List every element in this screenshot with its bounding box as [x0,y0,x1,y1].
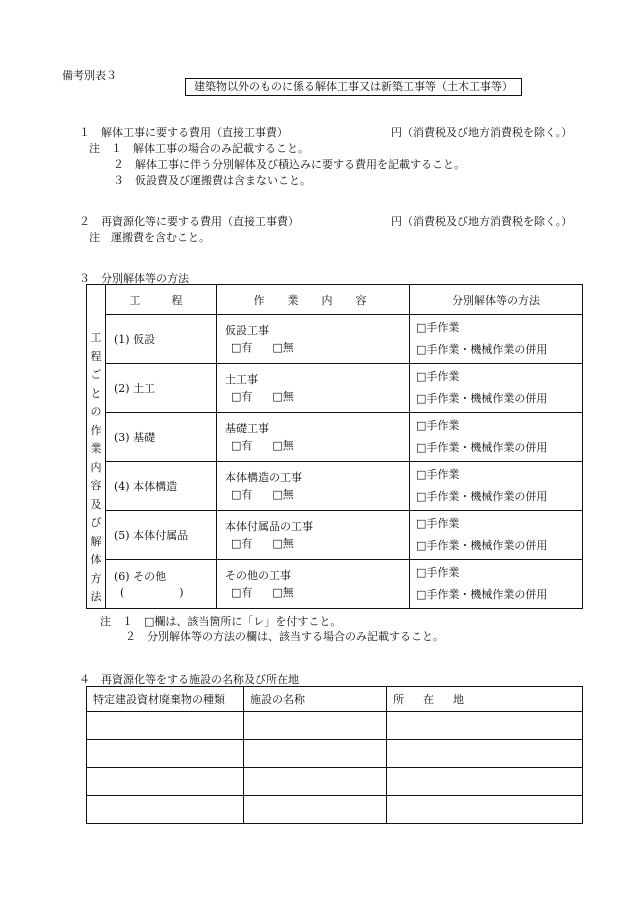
waste-type-cell[interactable] [87,740,244,768]
method-cell [410,511,583,560]
manual-checkbox[interactable]: □手作業 [416,517,460,530]
step-cell: (3) 基礎 [106,413,217,462]
manual-checkbox[interactable]: □手作業 [416,370,460,383]
yes-checkbox[interactable]: □有 [231,341,253,354]
column-header-facility-name: 施設の名称 [244,687,387,712]
waste-type-cell[interactable] [87,768,244,796]
work-cell [217,560,410,609]
table-row [87,796,583,824]
method-cell [410,364,583,413]
location-cell[interactable] [387,796,583,824]
table-row [87,768,583,796]
location-cell[interactable] [387,712,583,740]
column-header-work: 作 業 内 容 [217,285,410,315]
combined-checkbox[interactable]: □手作業・機械作業の併用 [416,588,548,601]
section3-note-1: 注 １ □欄は、該当箇所に「レ」を付すこと。 [100,615,342,628]
table-row [87,315,583,364]
section1-heading: １ 解体工事に要する費用（直接工事費） [79,126,288,139]
combined-checkbox[interactable]: □手作業・機械作業の併用 [416,343,548,356]
yes-checkbox[interactable]: □有 [231,586,253,599]
work-label: 仮設工事 [225,324,269,337]
no-checkbox[interactable]: □無 [272,586,294,599]
step-cell [106,560,217,609]
method-cell [410,413,583,462]
section3-note-2: ２ 分別解体等の方法の欄は、該当する場合のみ記載すること。 [125,630,444,643]
work-label: 土工事 [225,373,258,386]
section1-unit: 円（消費税及び地方消費税を除く。） [391,126,573,139]
facility-name-cell[interactable] [244,740,387,768]
no-checkbox[interactable]: □無 [272,537,294,550]
table-row [87,560,583,609]
combined-checkbox[interactable]: □手作業・機械作業の併用 [416,441,548,454]
yes-checkbox[interactable]: □有 [231,537,253,550]
table-row [87,413,583,462]
no-checkbox[interactable]: □無 [272,390,294,403]
section2-unit: 円（消費税及び地方消費税を除く。） [391,215,573,228]
location-cell[interactable] [387,768,583,796]
other-specify-field[interactable]: ( ) [120,586,184,599]
step-cell: (5) 本体付属品 [106,511,217,560]
column-header-waste-type: 特定建設資材廃棄物の種類 [87,687,244,712]
section4-heading: ４ 再資源化等をする施設の名称及び所在地 [79,673,299,686]
combined-checkbox[interactable]: □手作業・機械作業の併用 [416,392,548,405]
manual-checkbox[interactable]: □手作業 [416,419,460,432]
form-title: 建築物以外のものに係る解体工事又は新築工事等（土木工事等） [185,78,522,96]
step-cell: (4) 本体構造 [106,462,217,511]
no-checkbox[interactable]: □無 [272,488,294,501]
section1-note-3: ３ 仮設費及び運搬費は含まないこと。 [113,174,311,187]
recycling-facility-table [86,686,583,824]
yes-checkbox[interactable]: □有 [231,488,253,501]
method-cell [410,462,583,511]
section3-heading: ３ 分別解体等の方法 [79,272,189,285]
table-number: 備考別表３ [62,69,117,82]
table-row [87,712,583,740]
section1-note-2: ２ 解体工事に伴う分別解体及び積込みに要する費用を記載すること。 [113,158,465,171]
waste-type-cell[interactable] [87,712,244,740]
work-label: 本体構造の工事 [225,471,302,484]
facility-name-cell[interactable] [244,796,387,824]
section2-note: 注 運搬費を含むこと。 [89,231,210,244]
method-cell [410,315,583,364]
work-cell [217,511,410,560]
table-row [87,364,583,413]
combined-checkbox[interactable]: □手作業・機械作業の併用 [416,490,548,503]
work-label: 基礎工事 [225,422,269,435]
step-cell: (1) 仮設 [106,315,217,364]
work-cell [217,364,410,413]
location-cell[interactable] [387,740,583,768]
step-cell: (2) 土工 [106,364,217,413]
manual-checkbox[interactable]: □手作業 [416,468,460,481]
section2-heading: ２ 再資源化等に要する費用（直接工事費） [79,215,299,228]
table-row [87,511,583,560]
manual-checkbox[interactable]: □手作業 [416,566,460,579]
waste-type-cell[interactable] [87,796,244,824]
work-label: その他の工事 [225,569,291,582]
facility-name-cell[interactable] [244,712,387,740]
manual-checkbox[interactable]: □手作業 [416,321,460,334]
table-row [87,462,583,511]
table-row [87,740,583,768]
section1-note-1: 注 １ 解体工事の場合のみ記載すること。 [89,142,309,155]
column-header-location: 所 在 地 [387,687,583,712]
work-cell [217,315,410,364]
work-cell [217,462,410,511]
column-header-step: 工 程 [106,285,217,315]
separation-method-table [86,284,583,609]
work-cell [217,413,410,462]
no-checkbox[interactable]: □無 [272,439,294,452]
no-checkbox[interactable]: □無 [272,341,294,354]
work-label: 本体付属品の工事 [225,520,313,533]
yes-checkbox[interactable]: □有 [231,439,253,452]
column-header-method: 分別解体等の方法 [410,285,583,315]
yes-checkbox[interactable]: □有 [231,390,253,403]
combined-checkbox[interactable]: □手作業・機械作業の併用 [416,539,548,552]
facility-name-cell[interactable] [244,768,387,796]
step-label: (6) その他 [114,570,167,583]
method-cell [410,560,583,609]
side-label: 工 程 ご と の 作 業 内 容 及 び 解 体 方 法 [87,285,106,609]
